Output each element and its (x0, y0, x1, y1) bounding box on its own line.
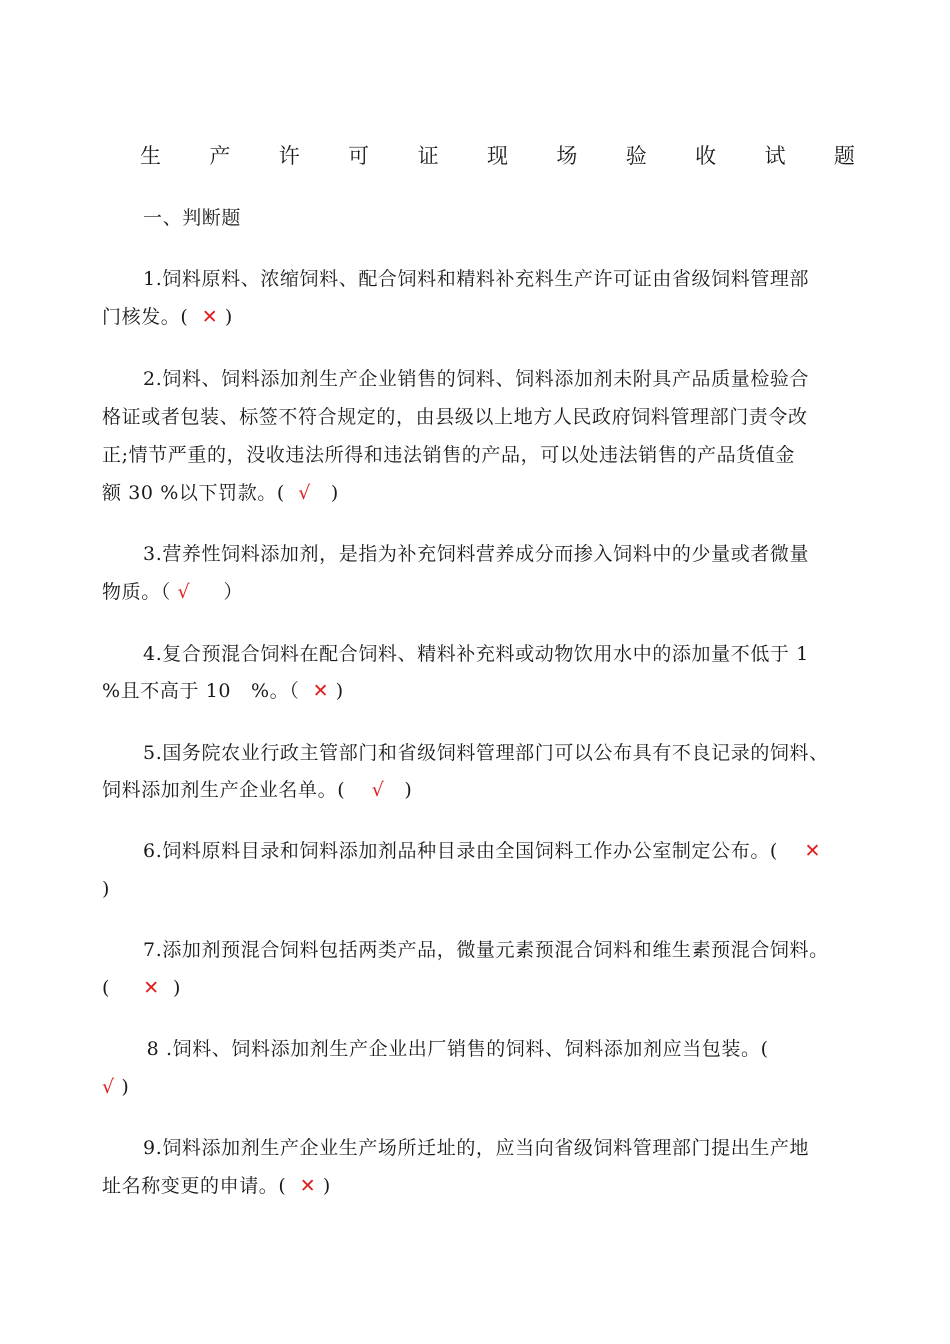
question-7-line-1: 7.添加剂预混合饲料包括两类产品，微量元素预混合饲料和维生素预混合饲料。 (143, 939, 829, 961)
question-6-line-1: 6.饲料原料目录和饲料添加剂品种目录由全国饲料工作办公室制定公布。( ✕ (143, 840, 822, 862)
answer-cross-mark: ✕ (804, 840, 822, 862)
question-3-line-1: 3.营养性饲料添加剂，是指为补充饲料营养成分而掺入饲料中的少量或者微量 (143, 543, 810, 565)
answer-check-mark: √ (102, 1076, 115, 1098)
page-title (140, 140, 855, 170)
answer-check-mark: √ (177, 581, 191, 603)
question-2-line-1: 2.饲料、饲料添加剂生产企业销售的饲料、饲料添加剂未附具产品质量检验合 (143, 368, 810, 390)
answer-check-mark: √ (298, 482, 311, 504)
answer-cross-mark: ✕ (143, 977, 160, 999)
title-char: 生 (140, 144, 161, 168)
title-char: 产 (209, 144, 231, 168)
question-2-line-2: 格证或者包装、标签不符合规定的，由县级以上地方人民政府饲料管理部门责令改 (102, 406, 808, 428)
question-6-line-2: ) (102, 878, 111, 900)
question-8-line-1: 8 .饲料、饲料添加剂生产企业出厂销售的饲料、饲料添加剂应当包装。( (140, 1038, 769, 1060)
answer-cross-mark: ✕ (299, 1175, 317, 1197)
section-heading: 一、判断题 (143, 207, 242, 229)
question-9-line-1: 9.饲料添加剂生产企业生产场所迁址的，应当向省级饲料管理部门提出生产地 (143, 1137, 810, 1159)
title-char: 试 (764, 144, 786, 168)
question-5-line-1: 5.国务院农业行政主管部门和省级饲料管理部门可以公布具有不良记录的饲料、 (143, 742, 829, 764)
question-5-line-2: 饲料添加剂生产企业名单。( √ ) (102, 779, 413, 801)
question-8-line-2: √ ) (102, 1076, 130, 1098)
title-char: 题 (833, 144, 855, 168)
question-2-line-4: 额 30 %以下罚款。( √ ) (102, 482, 339, 504)
question-9-line-2: 址名称变更的申请。( ✕ ) (102, 1175, 331, 1197)
title-char: 现 (486, 144, 508, 168)
question-4-line-1: 4.复合预混合饲料在配合饲料、精料补充料或动物饮用水中的添加量不低于 1 (143, 643, 809, 665)
answer-cross-mark: ✕ (312, 680, 330, 702)
title-char: 场 (556, 144, 578, 168)
question-3-line-2: 物质。（ √ ） (102, 581, 244, 603)
title-char: 证 (417, 144, 439, 168)
title-char: 许 (278, 144, 300, 168)
question-4-line-2: %且不高于 10 %。（ ✕ ) (102, 680, 344, 702)
question-1-line-1: 1.饲料原料、浓缩饲料、配合饲料和精料补充料生产许可证由省级饲料管理部 (143, 268, 810, 290)
question-2-line-3: 正;情节严重的，没收违法所得和违法销售的产品，可以处违法销售的产品货值金 (102, 444, 796, 466)
title-char: 可 (348, 144, 370, 168)
answer-check-mark: √ (371, 779, 385, 801)
title-char: 收 (695, 144, 717, 168)
answer-cross-mark: ✕ (201, 306, 219, 328)
title-char: 验 (625, 144, 647, 168)
question-7-line-2: ( ✕ ) (102, 977, 182, 999)
question-1-line-2: 门核发。( ✕ ) (102, 306, 233, 328)
